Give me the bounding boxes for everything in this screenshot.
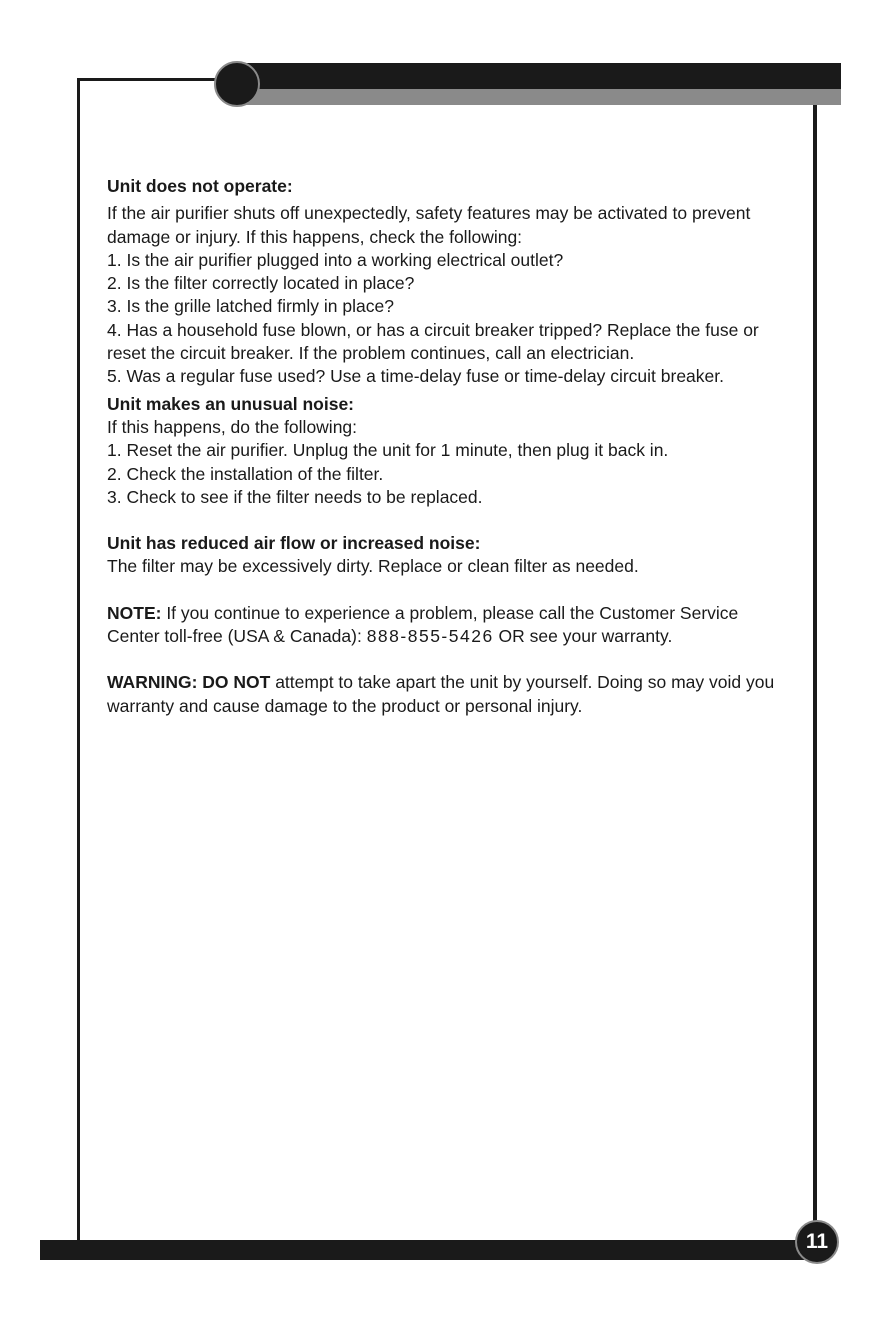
warning-text: attempt to take apart the unit by yourself. Doing so may void you warranty and cause damage to the product or personal injury. — [107, 672, 775, 716]
header-bar — [236, 63, 841, 89]
note-text: If you continue to experience a problem, please call the Customer Service Center toll-free (USA & Canada): — [107, 602, 739, 647]
frame-right-line — [813, 100, 817, 1250]
list-item: 1. Reset the air purifier. Unplug the unit for 1 minute, then plug it back in. — [107, 440, 669, 461]
list-item: 2. Is the filter correctly located in place? — [107, 273, 415, 294]
paragraph-noise-intro: If this happens, do the following: — [107, 416, 358, 437]
header-circle-ornament — [214, 61, 260, 107]
list-item: 3. Is the grille latched firmly in place? — [107, 296, 394, 317]
warning-label: WARNING: DO NOT — [107, 672, 271, 693]
troubleshooting-content — [107, 175, 787, 718]
paragraph-airflow: The filter may be excessively dirty. Replace or clean filter as needed. — [107, 556, 639, 577]
header-bar-shadow — [236, 89, 841, 105]
note-paragraph — [107, 602, 787, 649]
heading-airflow: Unit has reduced air flow or increased noise: — [107, 533, 481, 554]
list-item: 1. Is the air purifier plugged into a working electrical outlet? — [107, 249, 564, 270]
note-text-after: OR see your warranty. — [493, 626, 673, 647]
list-item: 5. Was a regular fuse used? Use a time-delay fuse or time-delay circuit breaker. — [107, 366, 724, 387]
frame-top-line — [77, 78, 237, 81]
frame-left-line — [77, 78, 80, 1248]
footer-bar — [40, 1240, 810, 1260]
heading-not-operate: Unit does not operate: — [107, 176, 293, 196]
heading-noise: Unit makes an unusual noise: — [107, 393, 354, 414]
page-number: 11 — [795, 1220, 839, 1264]
phone-number: 888-855-5426 — [366, 626, 494, 647]
note-label: NOTE: — [107, 602, 162, 623]
list-item: 2. Check the installation of the filter. — [107, 463, 384, 484]
paragraph-not-operate-intro: If the air purifier shuts off unexpectedly, safety features may be activated to prevent damage or injury. If this happens, check the following: — [107, 203, 751, 247]
list-item: 3. Check to see if the filter needs to be replaced. — [107, 486, 483, 507]
warning-paragraph — [107, 671, 787, 718]
list-item: 4. Has a household fuse blown, or has a circuit breaker tripped? Replace the fuse or reset the circuit breaker. If the problem continues, call an electrician. — [107, 319, 759, 364]
